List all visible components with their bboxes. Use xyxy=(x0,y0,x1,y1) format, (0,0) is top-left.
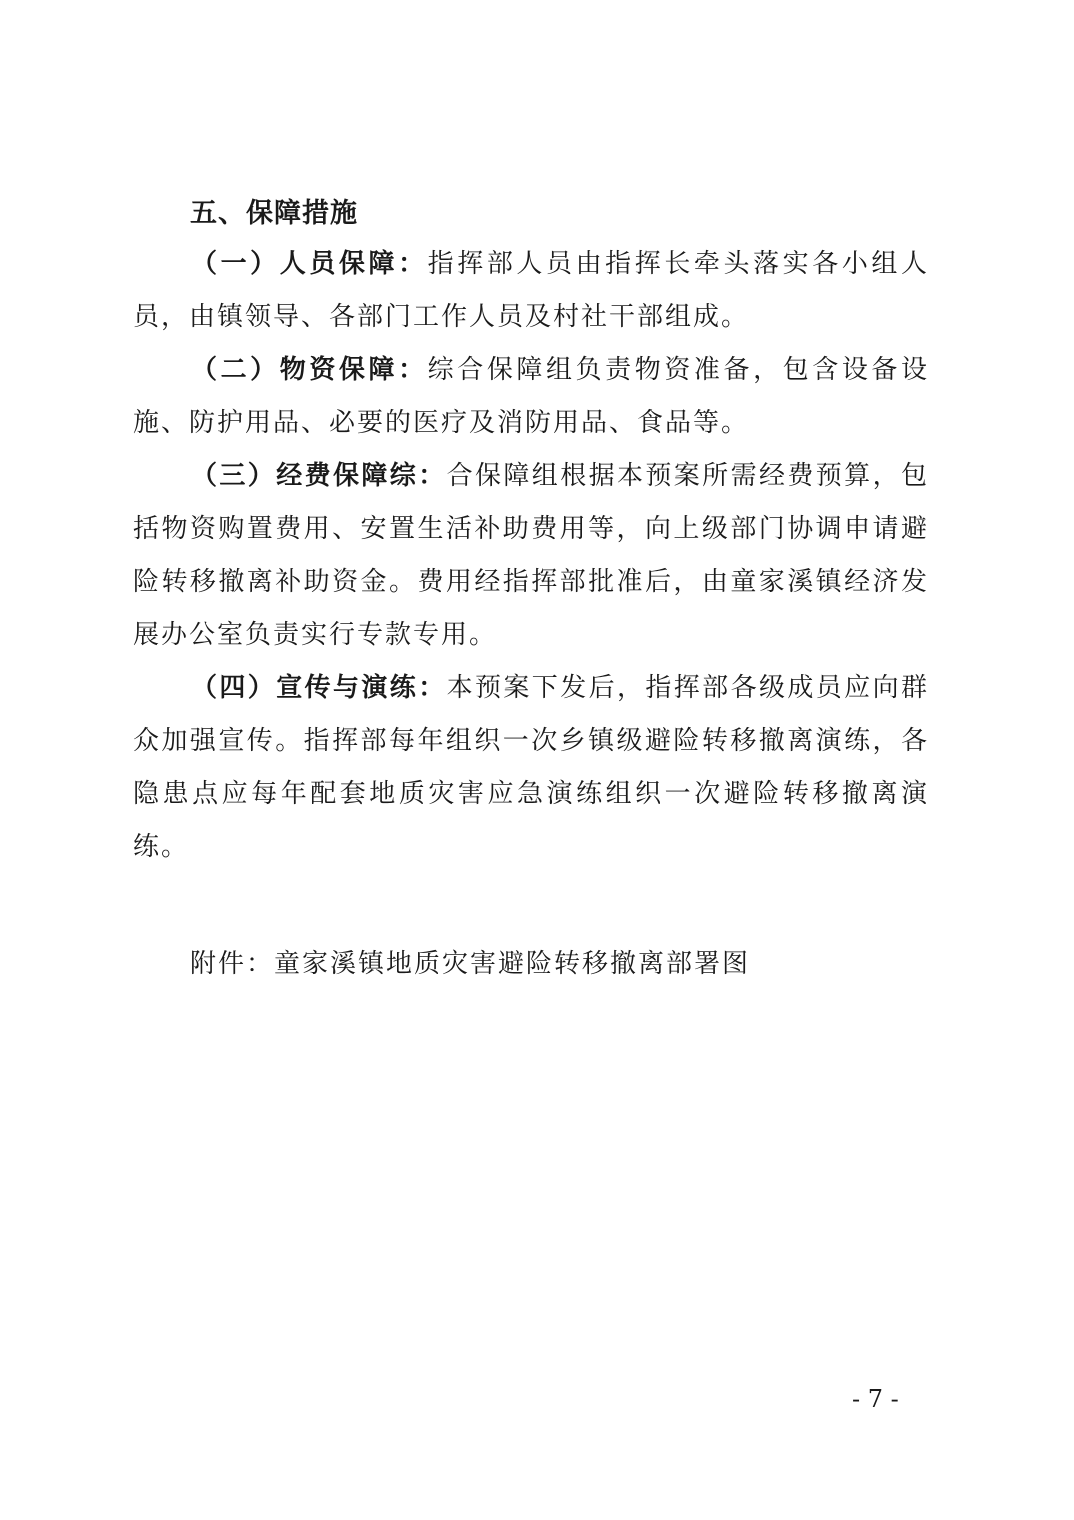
attachment-line: 附件：童家溪镇地质灾害避险转移撤离部署图 xyxy=(190,949,751,979)
paragraph-publicity-and-drills xyxy=(133,662,929,874)
paragraph-label: （二）物资保障： xyxy=(191,355,428,385)
section-body xyxy=(133,238,929,874)
section-heading: 五、保障措施 xyxy=(190,198,358,229)
paragraph-text: 合保障组根据本预案所需经费预算，包括物资购置费用、安置生活补助费用等，向上级部门协调申请避险转移撤离补助资金。费用经指挥部批准后，由童家溪镇经济发展办公室负责实行专款专用。 xyxy=(133,461,929,650)
paragraph-text: 指挥部人员由指挥长牵头落实各小组人员，由镇领导、各部门工作人员及村社干部组成。 xyxy=(133,249,929,332)
paragraph-material-guarantee xyxy=(133,344,929,450)
paragraph-funding-guarantee xyxy=(133,450,929,662)
paragraph-label: （一）人员保障： xyxy=(191,249,428,279)
paragraph-personnel-guarantee xyxy=(133,238,929,344)
paragraph-text: 综合保障组负责物资准备，包含设备设施、防护用品、必要的医疗及消防用品、食品等。 xyxy=(133,355,929,438)
page-number: - 7 - xyxy=(852,1385,899,1413)
paragraph-label: （四）宣传与演练： xyxy=(191,673,447,703)
paragraph-text: 本预案下发后，指挥部各级成员应向群众加强宣传。指挥部每年组织一次乡镇级避险转移撤离演练，各隐患点应每年配套地质灾害应急演练组织一次避险转移撤离演练。 xyxy=(133,673,929,862)
paragraph-label: （三）经费保障综： xyxy=(191,461,447,491)
